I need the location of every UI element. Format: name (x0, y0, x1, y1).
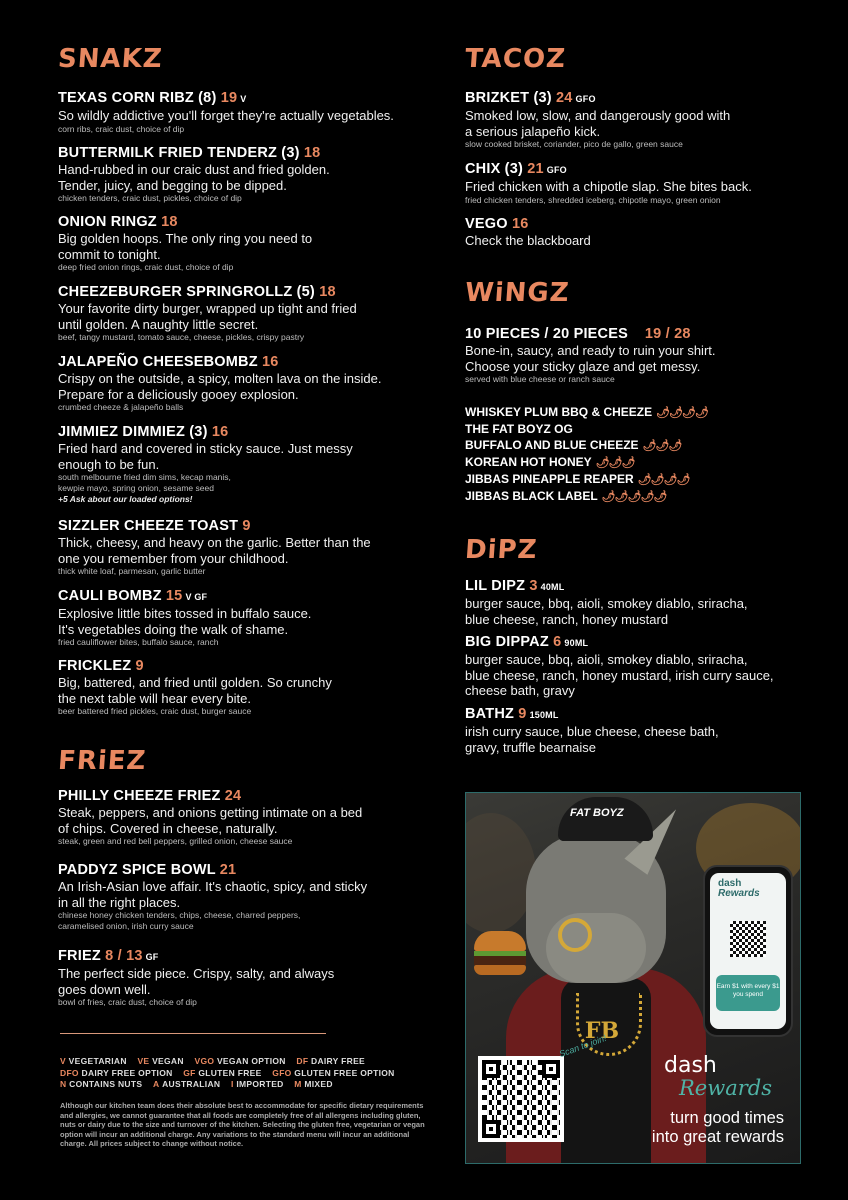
legend-code: N (60, 1079, 67, 1089)
menu-item (58, 588, 428, 648)
item-price: 9 (135, 658, 144, 674)
item-desc: Explosive little bites tossed in buffalo sauce. (58, 606, 312, 621)
dietary-legend (60, 1056, 430, 1091)
legend-entry (294, 1079, 332, 1089)
section-title-wingz: WiNGZ (463, 278, 571, 308)
item-ingredients: kewpie mayo, spring onion, sesame seed (58, 483, 214, 493)
item-tag: GFO (546, 165, 567, 175)
item-desc: Your favorite dirty burger, wrapped up tight and fried (58, 301, 357, 316)
legend-label: GLUTEN FREE OPTION (294, 1067, 395, 1078)
menu-item (58, 354, 428, 413)
item-price: 16 (262, 354, 279, 370)
menu-item (465, 326, 810, 385)
item-price: 16 (511, 216, 529, 232)
item-desc: gravy, truffle bearnaise (465, 739, 597, 755)
item-tag: 90ML (564, 638, 589, 648)
item-price: 21 (219, 862, 237, 878)
flavour-name: THE FAT BOYZ OG (465, 422, 573, 436)
legend-entry (153, 1079, 220, 1089)
legend-code: VGO (194, 1056, 215, 1066)
menu-item (465, 216, 810, 249)
item-name: FRIEZ (58, 948, 101, 964)
nose-ring (558, 918, 592, 952)
allergen-disclaimer: Although our kitchen team does their absolute best to accommodate for specific dietary requirements and allergies, we cannot guarantee that all foods are completely free of all allergens including gluten, nuts or dairy due to the size and turnover of the kitchen. Selecting the gluten free, vegetarian or vegan option will incur an additional charge. Any variations to the standard menu will incur an additional charge. All prices subject to change without notice. (60, 1101, 425, 1148)
item-desc: goes down well. (58, 981, 151, 997)
item-desc: Big, battered, and fried until golden. So crunchy (58, 675, 332, 690)
flavour-name: BUFFALO AND BLUE CHEEZE (465, 438, 639, 452)
menu-item (58, 424, 428, 504)
item-desc: blue cheese, ranch, honey mustard (465, 611, 669, 627)
menu-item (58, 90, 428, 135)
item-desc: enough to be fun. (58, 456, 160, 472)
rewards-logo: Rewards (679, 1076, 772, 1100)
item-name: CHEEZEBURGER SPRINGROLLZ (5) (58, 284, 315, 300)
item-name: VEGO (465, 216, 508, 232)
item-tag: V (240, 94, 247, 104)
legend-label: VEGETARIAN (68, 1056, 127, 1066)
menu-item (58, 284, 428, 343)
item-desc: So wildly addictive you'll forget they're actually vegetables. (58, 108, 394, 123)
dash-rewards-promo (465, 792, 801, 1164)
item-name: SIZZLER CHEEZE TOAST (58, 518, 239, 534)
phone-dash-word: dash (718, 878, 742, 889)
item-price: 19 (220, 90, 238, 106)
legend-label: DAIRY FREE OPTION (81, 1067, 173, 1078)
legend-row (60, 1079, 430, 1091)
item-price: 3 (529, 578, 538, 594)
item-ingredients: chinese honey chicken tenders, chips, cheese, charred peppers, (58, 910, 301, 920)
chili-icon: 🌶🌶🌶 (595, 457, 635, 469)
item-ingredients: corn ribs, craic dust, choice of dip (58, 123, 185, 134)
legend-code: I (231, 1079, 234, 1089)
item-price: 9 (518, 706, 527, 722)
menu-item (58, 145, 428, 204)
legend-code: M (294, 1079, 302, 1089)
section-title-dipz: DiPZ (463, 535, 539, 565)
legend-code: GF (183, 1067, 196, 1078)
flavour-item (465, 404, 708, 421)
flavour-name: KOREAN HOT HONEY (465, 455, 592, 469)
legend-label: CONTAINS NUTS (69, 1079, 143, 1089)
item-desc: in all the right places. (58, 894, 181, 910)
dash-logo: dash (664, 1053, 717, 1078)
legend-label: GLUTEN FREE (198, 1067, 262, 1078)
flavour-name: JIBBAS BLACK LABEL (465, 489, 598, 503)
legend-code: VE (137, 1056, 150, 1066)
legend-code: DFO (60, 1067, 79, 1078)
item-desc: Thick, cheesy, and heavy on the garlic. Better than the (58, 535, 371, 550)
item-desc: Big golden hoops. The only ring you need to (58, 231, 313, 246)
item-desc: Choose your sticky glaze and get messy. (465, 358, 701, 374)
item-desc: burger sauce, bbq, aioli, smokey diablo, sriracha, (465, 596, 748, 611)
item-desc: Check the blackboard (465, 233, 591, 248)
tagline-line: into great rewards (651, 1128, 784, 1146)
menu-item (465, 634, 810, 699)
phone-mockup (703, 865, 793, 1037)
chili-icon: 🌶🌶🌶🌶 (656, 407, 708, 419)
item-price: 15 (165, 588, 183, 604)
item-price: 9 (242, 518, 251, 534)
item-desc: cheese bath, gravy (465, 683, 575, 698)
flavour-item (465, 421, 708, 437)
item-tag: GFO (575, 94, 596, 104)
item-price: 8 / 13 (105, 948, 143, 964)
item-ingredients: fried cauliflower bites, buffalo sauce, ranch (58, 637, 219, 647)
legend-code: V (60, 1056, 66, 1066)
item-ingredients: thick white loaf, parmesan, garlic butter (58, 566, 206, 576)
phone-screen (710, 873, 786, 1029)
item-ingredients: chicken tenders, craic dust, pickles, choice of dip (58, 193, 242, 203)
menu-item (465, 578, 810, 627)
item-price: 19 / 28 (644, 326, 691, 342)
legend-row (60, 1056, 430, 1068)
item-name: LIL DIPZ (465, 578, 526, 594)
scan-to-join-label: Scan to join! (557, 1032, 608, 1060)
phone-earn-card: Earn $1 with every $1 you spend (716, 975, 780, 1011)
chili-icon: 🌶🌶🌶 (642, 440, 682, 452)
flavour-item (465, 471, 708, 488)
item-price: 24 (556, 90, 573, 106)
promo-tagline (652, 1109, 784, 1147)
item-name: BUTTERMILK FRIED TENDERZ (3) (58, 145, 300, 161)
legend-entry (60, 1056, 127, 1066)
section-title-tacoz: TACOZ (463, 44, 567, 74)
item-name: JIMMIEZ DIMMIEZ (3) (58, 424, 208, 440)
item-price: 21 (527, 161, 544, 177)
legend-entry (137, 1056, 183, 1066)
item-desc: until golden. A naughty little secret. (58, 316, 259, 332)
item-name: CAULI BOMBZ (58, 588, 162, 604)
item-ingredients: fried chicken tenders, shredded iceberg, chipotle mayo, green onion (465, 194, 721, 205)
item-name: CHIX (3) (465, 161, 523, 177)
item-price: 18 (161, 214, 178, 230)
chili-icon: 🌶🌶🌶🌶🌶 (601, 491, 667, 503)
item-desc: blue cheese, ranch, honey mustard, irish curry sauce, (465, 667, 774, 683)
menu-item (465, 706, 810, 755)
item-desc: burger sauce, bbq, aioli, smokey diablo, sriracha, (465, 652, 748, 667)
item-ingredients: beef, tangy mustard, tomato sauce, cheese, pickles, crispy pastry (58, 332, 305, 342)
legend-entry (272, 1068, 394, 1078)
item-desc: a serious jalapeño kick. (465, 123, 601, 139)
item-desc: commit to tonight. (58, 246, 161, 262)
menu-item (58, 948, 428, 1008)
menu-item (465, 161, 810, 206)
item-ingredients: bowl of fries, craic dust, choice of dip (58, 997, 197, 1007)
legend-code: GFO (272, 1067, 292, 1078)
item-price: 18 (319, 284, 336, 300)
item-name: PADDYZ SPICE BOWL (58, 862, 216, 878)
legend-entry (60, 1068, 173, 1078)
item-tag: V GF (185, 592, 208, 602)
section-title-friez: FRiEZ (56, 746, 148, 776)
item-ingredients: beer battered fried pickles, craic dust, burger sauce (58, 706, 252, 716)
item-desc: Smoked low, slow, and dangerously good with (465, 108, 731, 123)
item-price: 24 (224, 788, 242, 804)
item-desc: irish curry sauce, blue cheese, cheese bath, (465, 724, 719, 739)
tagline-line: turn good times (670, 1109, 784, 1127)
phone-qr-code (730, 921, 766, 957)
item-tag: 40ML (540, 582, 565, 592)
item-ingredients: caramelised onion, irish curry sauce (58, 921, 194, 931)
menu-item (58, 518, 428, 577)
item-tag: GF (145, 952, 159, 962)
item-name: BIG DIPPAZ (465, 634, 549, 650)
legend-entry (183, 1068, 261, 1078)
item-desc: the next table will hear every bite. (58, 690, 251, 706)
item-name: PHILLY CHEEZE FRIEZ (58, 788, 221, 804)
phone-rewards-word: Rewards (718, 888, 760, 899)
legend-entry (296, 1056, 365, 1066)
flavour-item (465, 454, 708, 471)
burger-illustration (474, 931, 526, 977)
rhino-cap (558, 797, 653, 841)
item-name: JALAPEÑO CHEESEBOMBZ (58, 354, 258, 370)
wing-flavours-list (465, 404, 708, 505)
item-desc: Prepare for a deliciously gooey explosion. (58, 386, 299, 402)
item-extra-note: +5 Ask about our loaded options! (58, 494, 193, 504)
item-desc: Hand-rubbed in our craic dust and fried golden. (58, 162, 330, 177)
phone-dash-logo (718, 879, 760, 899)
legend-code: A (152, 1079, 160, 1089)
menu-item (58, 788, 428, 847)
menu-item (58, 658, 428, 717)
item-name: BRIZKET (3) (465, 90, 552, 106)
item-desc: Crispy on the outside, a spicy, molten lava on the inside. (58, 371, 382, 386)
flavour-item (465, 488, 708, 505)
join-qr-code[interactable] (478, 1056, 564, 1142)
legend-label: VEGAN (152, 1056, 184, 1066)
legend-label: DAIRY FREE (311, 1056, 366, 1066)
chili-icon: 🌶🌶🌶🌶 (637, 474, 690, 486)
item-price: 18 (303, 145, 321, 161)
item-desc: Fried hard and covered in sticky sauce. Just messy (58, 441, 353, 456)
legend-code: DF (296, 1056, 309, 1066)
item-ingredients: crumbed cheeze & jalapeño balls (58, 402, 184, 412)
item-tag: 150ML (529, 710, 559, 720)
legend-label: IMPORTED (236, 1079, 284, 1089)
legend-entry (60, 1079, 142, 1089)
item-desc: An Irish-Asian love affair. It's chaotic, spicy, and sticky (58, 879, 368, 894)
item-ingredients: steak, green and red bell peppers, grilled onion, cheese sauce (58, 836, 293, 846)
flavour-name: JIBBAS PINEAPPLE REAPER (465, 472, 634, 486)
item-price: 16 (211, 424, 229, 440)
item-desc: The perfect side piece. Crispy, salty, and always (58, 966, 335, 981)
item-desc: of chips. Covered in cheese, naturally. (58, 820, 278, 836)
legend-entry (194, 1056, 285, 1066)
menu-item (465, 90, 810, 150)
item-ingredients: served with blue cheese or ranch sauce (465, 374, 615, 384)
item-desc: Steak, peppers, and onions getting intimate on a bed (58, 805, 363, 820)
item-name: FRICKLEZ (58, 658, 132, 674)
fb-pendant: FB (584, 1018, 620, 1044)
item-price: 6 (553, 634, 562, 650)
menu-item (58, 214, 428, 273)
legend-entry (231, 1079, 284, 1089)
legend-label: MIXED (304, 1079, 333, 1089)
item-ingredients: slow cooked brisket, coriander, pico de gallo, green sauce (465, 139, 683, 149)
item-name: TEXAS CORN RIBZ (8) (58, 90, 217, 106)
item-desc: Tender, juicy, and begging to be dipped. (58, 177, 287, 193)
flavour-item (465, 437, 708, 454)
item-name: BATHZ (465, 706, 515, 722)
item-name: 10 PIECES / 20 PIECES (465, 326, 628, 342)
legend-label: AUSTRALIAN (162, 1079, 221, 1089)
menu-item (58, 862, 428, 932)
cap-logo: FAT BOYZ (570, 807, 624, 819)
item-desc: It's vegetables doing the walk of shame. (58, 621, 289, 637)
item-name: ONION RINGZ (58, 214, 157, 230)
legend-label: VEGAN OPTION (216, 1056, 286, 1066)
legend-row (60, 1068, 430, 1080)
item-desc: Bone-in, saucy, and ready to ruin your shirt. (465, 343, 716, 358)
item-ingredients: deep fried onion rings, craic dust, choice of dip (58, 262, 234, 272)
flavour-name: WHISKEY PLUM BBQ & CHEEZE (465, 405, 653, 419)
item-desc: Fried chicken with a chipotle slap. She bites back. (465, 179, 752, 194)
divider (60, 1033, 326, 1034)
section-title-snakz: SNAKZ (56, 44, 164, 74)
item-desc: one you remember from your childhood. (58, 550, 289, 566)
item-ingredients: south melbourne fried dim sims, kecap manis, (58, 472, 231, 482)
